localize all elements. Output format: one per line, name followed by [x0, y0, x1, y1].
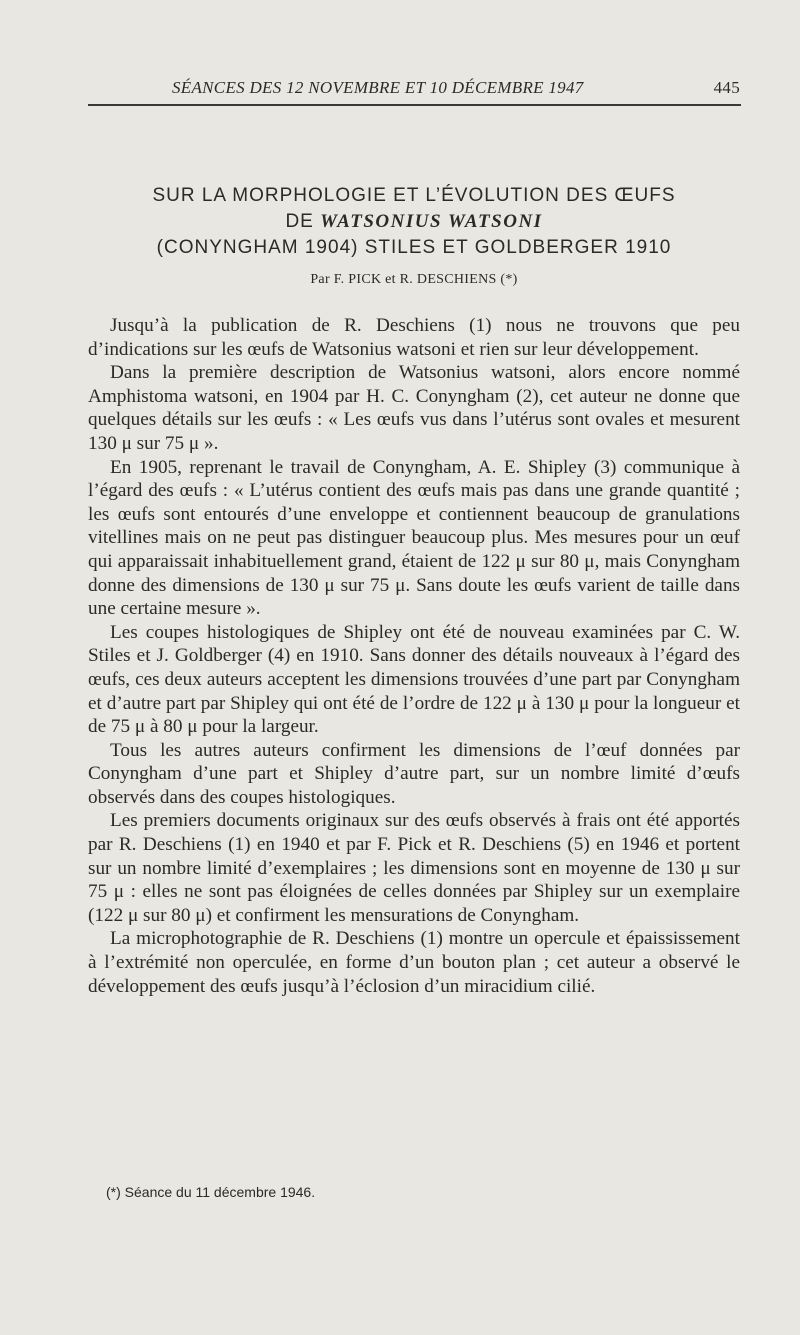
paragraph: Jusqu’à la publication de R. Deschiens (1) nous ne trouvons que peu d’indications sur les œufs de Watsonius watsoni et rien sur leur développement.: [88, 315, 740, 360]
header-rule: [88, 104, 741, 106]
byline: Par F. PICK et R. DESCHIENS (*): [310, 272, 518, 287]
paragraph: Les premiers documents originaux sur des œufs observés à frais ont été apportés par R. Deschiens (1) en 1940 et par F. Pick et R. Deschiens (5) en 1946 et portent sur un nombre limité d’exemplaires ; les dimensions sont en moyenne de 130 μ sur 75 μ : elles ne sont pas éloignées de celles données par Shipley sur un exemplaire (122 μ sur 80 μ) et confirment les mensurations de Conyngham.: [88, 810, 740, 926]
footnote: (*) Séance du 11 décembre 1946.: [106, 1184, 316, 1200]
body-text: [88, 314, 740, 998]
article-title: [88, 183, 740, 261]
title-line-2: [88, 209, 740, 235]
paragraph: En 1905, reprenant le travail de Conyngham, A. E. Shipley (3) communique à l’égard des œufs : « L’utérus contient des œufs mais pas dans une grande quantité ; les œufs sont entourés d’une enveloppe et contiennent beaucoup de granulations vitellines mais on ne peut pas distinguer beaucoup plus. Mes mesures pour un œuf qui apparaissait inhabituellement grand, étaient de 122 μ sur 80 μ, mais Conyngham donne des dimensions de 130 μ sur 75 μ. Sans doute les œufs varient de taille dans une certaine mesure ».: [88, 456, 740, 620]
title-species: WATSONIUS WATSONI: [320, 211, 543, 232]
paragraph: Dans la première description de Watsonius watsoni, alors encore nommé Amphistoma watsoni, en 1904 par H. C. Conyngham (2), cet auteur ne donne que quelques détails sur les œufs : « Les œufs vus dans l’utérus sont ovales et mesurent 130 μ sur 75 μ ».: [88, 362, 740, 454]
title-prefix: DE: [285, 211, 314, 232]
paragraph: Les coupes histologiques de Shipley ont été de nouveau examinées par C. W. Stiles et J. Goldberger (4) en 1910. Sans donner des détails nouveaux à l’égard des œufs, ces deux auteurs acceptent les dimensions trouvées d’une part par Conyngham et d’autre part par Shipley qui ont été de l’ordre de 122 μ à 130 μ pour la longueur et de 75 μ à 80 μ pour la largeur.: [88, 621, 740, 738]
title-line-3: (CONYNGHAM 1904) STILES ET GOLDBERGER 1910: [156, 237, 672, 258]
running-head-title: SÉANCES DES 12 NOVEMBRE ET 10 DÉCEMBRE 1947: [172, 78, 584, 97]
page-number: 445: [713, 78, 740, 97]
paragraph: Tous les autres auteurs confirment les dimensions de l’œuf données par Conyngham d’une part et Shipley d’autre part, sur un nombre limité d’œufs observés dans des coupes histologiques.: [88, 739, 740, 808]
paragraph: La microphotographie de R. Deschiens (1) montre un opercule et épaississement à l’extrémité non operculée, en forme d’un bouton plan ; cet auteur a observé le développement des œufs jusqu’à l’éclosion d’un miracidium cilié.: [88, 928, 740, 997]
title-line-1: SUR LA MORPHOLOGIE ET L’ÉVOLUTION DES ŒUFS: [152, 185, 676, 206]
